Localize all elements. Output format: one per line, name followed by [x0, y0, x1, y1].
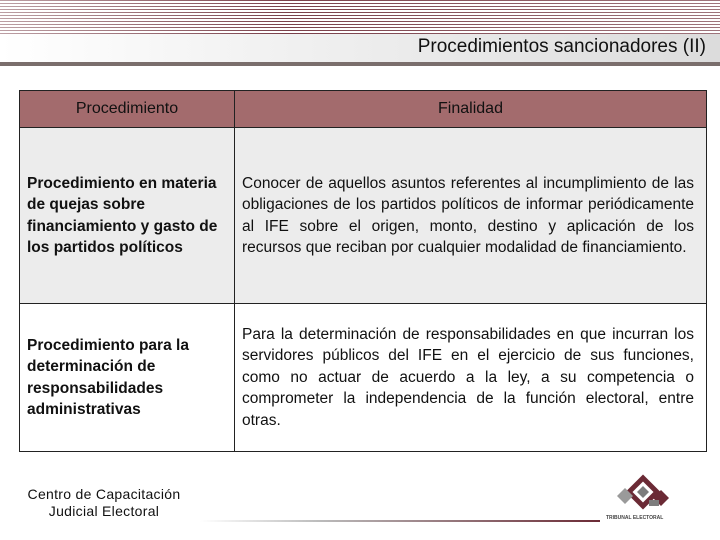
- page-title: Procedimientos sancionadores (II): [417, 36, 706, 57]
- column-header-procedimiento: Procedimiento: [20, 91, 235, 127]
- finalidad-cell: [235, 128, 706, 303]
- finalidad-text: Conocer de aquellos asuntos referentes al incumplimiento de las obligaciones de los partidos políticos de informar periódicamente al IFE sobre el origen, monto, destino y aplicación de los recursos que reciban por cualquier modalidad de financiamiento.: [242, 174, 694, 256]
- procedimiento-text: Procedimiento para la determinación de responsabilidades administrativas: [27, 336, 189, 418]
- tribunal-electoral-logo-icon: [603, 470, 695, 530]
- footer-organization: [14, 486, 194, 520]
- finalidad-cell: [235, 304, 706, 451]
- logo-text: TRIBUNAL ELECTORAL: [606, 515, 664, 521]
- finalidad-text: Para la determinación de responsabilidades en que incurran los servidores públicos del IFE en el ejercicio de sus funciones, como no actuar de acuerdo a la ley, a su competencia o comprometer la independencia de la función electoral, entre otras.: [242, 325, 694, 429]
- footer-org-line1: Centro de Capacitación: [27, 486, 181, 502]
- title-rule: [0, 62, 720, 66]
- procedimiento-cell: [20, 304, 235, 451]
- column-header-finalidad: Finalidad: [438, 100, 503, 117]
- procedimiento-text: Procedimiento en materia de quejas sobre financiamiento y gasto de los partidos políticos: [27, 174, 218, 256]
- header-stripe-fade: [0, 0, 720, 34]
- procedimiento-cell: [20, 128, 235, 303]
- table-row: [20, 127, 706, 303]
- footer-rule: [200, 520, 600, 522]
- table-row: [20, 303, 706, 451]
- procedures-table: [19, 90, 707, 452]
- footer-org-line2: Judicial Electoral: [48, 503, 160, 519]
- table-header-row: [20, 91, 706, 127]
